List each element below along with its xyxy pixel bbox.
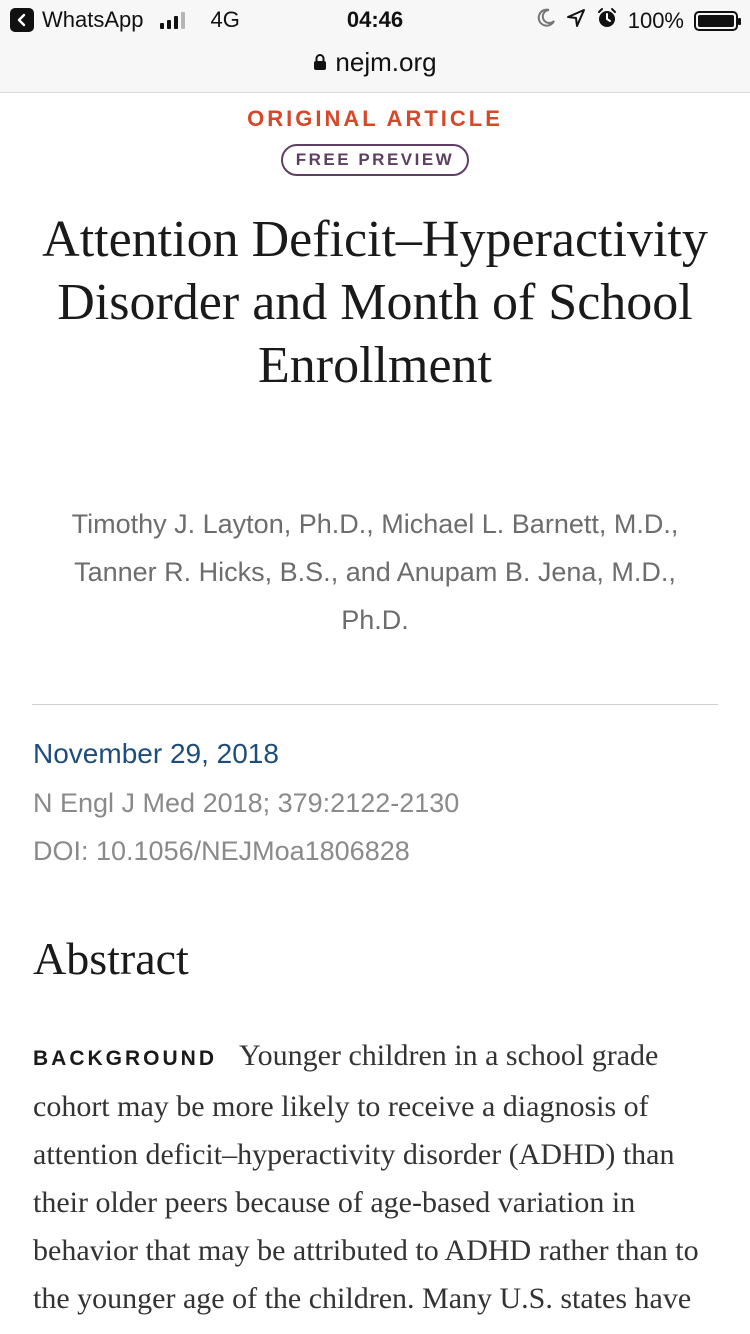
status-left	[10, 7, 240, 33]
battery-icon	[694, 11, 738, 31]
moon-icon	[536, 8, 556, 34]
browser-chrome	[0, 0, 750, 93]
back-arrow-icon[interactable]	[10, 8, 34, 32]
back-app-label[interactable]: WhatsApp	[42, 7, 144, 32]
divider	[32, 704, 718, 705]
location-arrow-icon	[566, 8, 586, 34]
url-text[interactable]: nejm.org	[335, 46, 437, 77]
network-type: 4G	[210, 7, 240, 32]
doi: DOI: 10.1056/NEJMoa1806828	[33, 836, 410, 866]
abstract-background	[33, 1032, 723, 1323]
status-time: 04:46	[346, 7, 404, 32]
abstract-background-text: Younger children in a school grade cohort may be more likely to receive a diagnosis of attention deficit–hyperactivity disorder (ADHD) than their older peers because of age-based variation in behavior that may be attributed to ADHD rather than to the younger age of the children. Many U.S. states have	[33, 1039, 699, 1315]
alarm-icon	[596, 7, 618, 35]
lock-icon	[313, 47, 327, 78]
article-authors[interactable]: Timothy J. Layton, Ph.D., Michael L. Barnett, M.D., Tanner R. Hicks, B.S., and Anupam B. Jena, M.D., Ph.D.	[71, 509, 679, 635]
article-type-label: ORIGINAL ARTICLE	[247, 106, 503, 131]
status-right	[536, 7, 738, 35]
status-bar	[0, 0, 750, 40]
article-title: Attention Deficit–Hyperactivity Disorder and Month of School Enrollment	[42, 211, 708, 394]
battery-percent: 100%	[627, 8, 684, 33]
publication-date[interactable]: November 29, 2018	[33, 738, 279, 769]
journal-citation: N Engl J Med 2018; 379:2122-2130	[33, 788, 460, 818]
abstract-heading: Abstract	[33, 933, 189, 984]
signal-icon	[160, 11, 185, 29]
free-preview-badge[interactable]: FREE PREVIEW	[281, 144, 469, 176]
url-bar[interactable]	[0, 42, 750, 82]
section-label-background: BACKGROUND	[33, 1047, 217, 1070]
